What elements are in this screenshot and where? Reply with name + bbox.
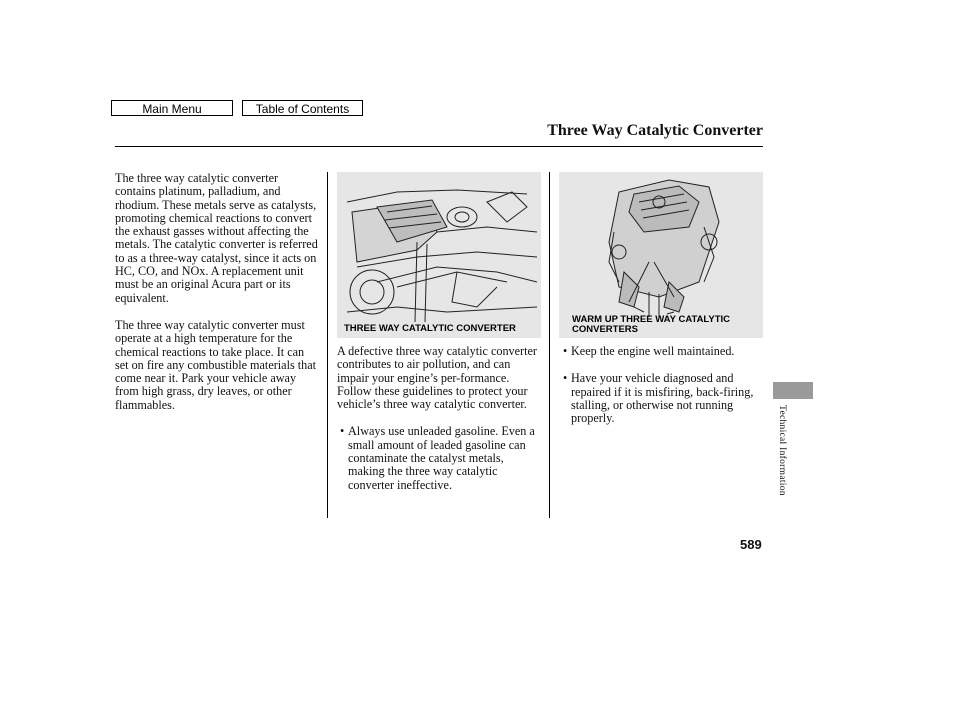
bullet-text: Have your vehicle diagnosed and repaired if it is misfiring, back-firing, stalling, or otherwise not running properly. [571, 371, 754, 426]
column-2 [337, 345, 543, 492]
column-divider-2 [549, 172, 550, 518]
bullet-symbol: • [340, 424, 345, 439]
col3-bullet-1 [563, 345, 758, 358]
bullet-text: Always use unleaded gasoline. Even a small amount of leaded gasoline can contaminate the catalyst metals, making the three way catalytic converter ineffective. [348, 424, 535, 492]
column-1 [115, 172, 320, 412]
bullet-text: Keep the engine well maintained. [571, 344, 735, 358]
undercarriage-illustration [337, 172, 541, 338]
col2-paragraph-1: A defective three way catalytic converter contributes to air pollution, and can impair your engine’s per-formance. Follow these guidelines to protect your vehicle’s three way catalytic converter. [337, 344, 537, 412]
page-title: Three Way Catalytic Converter [547, 122, 763, 139]
col1-paragraph-2: The three way catalytic converter must operate at a high temperature for the chemical reactions to take place. It can set on fire any combustible materials that come near it. Park your vehicle away from high grass, dry leaves, or other flammables. [115, 317, 317, 412]
engine-figure [559, 172, 763, 338]
table-of-contents-button[interactable]: Table of Contents [242, 100, 363, 116]
page-number: 589 [740, 537, 762, 552]
section-tab [773, 382, 813, 399]
section-tab-label: Technical Information [777, 405, 787, 496]
col2-bullet-1 [340, 425, 543, 491]
col3-bullet-2 [563, 372, 758, 425]
main-menu-button[interactable]: Main Menu [111, 100, 233, 116]
figure-caption-warmup: WARM UP THREE WAY CATALYTIC CONVERTERS [572, 314, 730, 335]
catalytic-converter-figure [337, 172, 541, 338]
col1-paragraph-1: The three way catalytic converter contains platinum, palladium, and rhodium. These metals serve as catalysts, promoting chemical reactions to convert the exhaust gasses without affecting the metals. The catalytic converter is referred to as a three-way catalyst, since it acts on HC, CO, and NOx. A replacement unit must be an original Acura part or its equivalent. [115, 171, 318, 305]
column-divider-1 [327, 172, 328, 518]
bullet-symbol: • [563, 371, 568, 386]
figure-caption-converter: THREE WAY CATALYTIC CONVERTER [344, 323, 516, 334]
column-3 [563, 345, 758, 425]
title-divider [115, 146, 763, 147]
bullet-symbol: • [563, 344, 568, 358]
